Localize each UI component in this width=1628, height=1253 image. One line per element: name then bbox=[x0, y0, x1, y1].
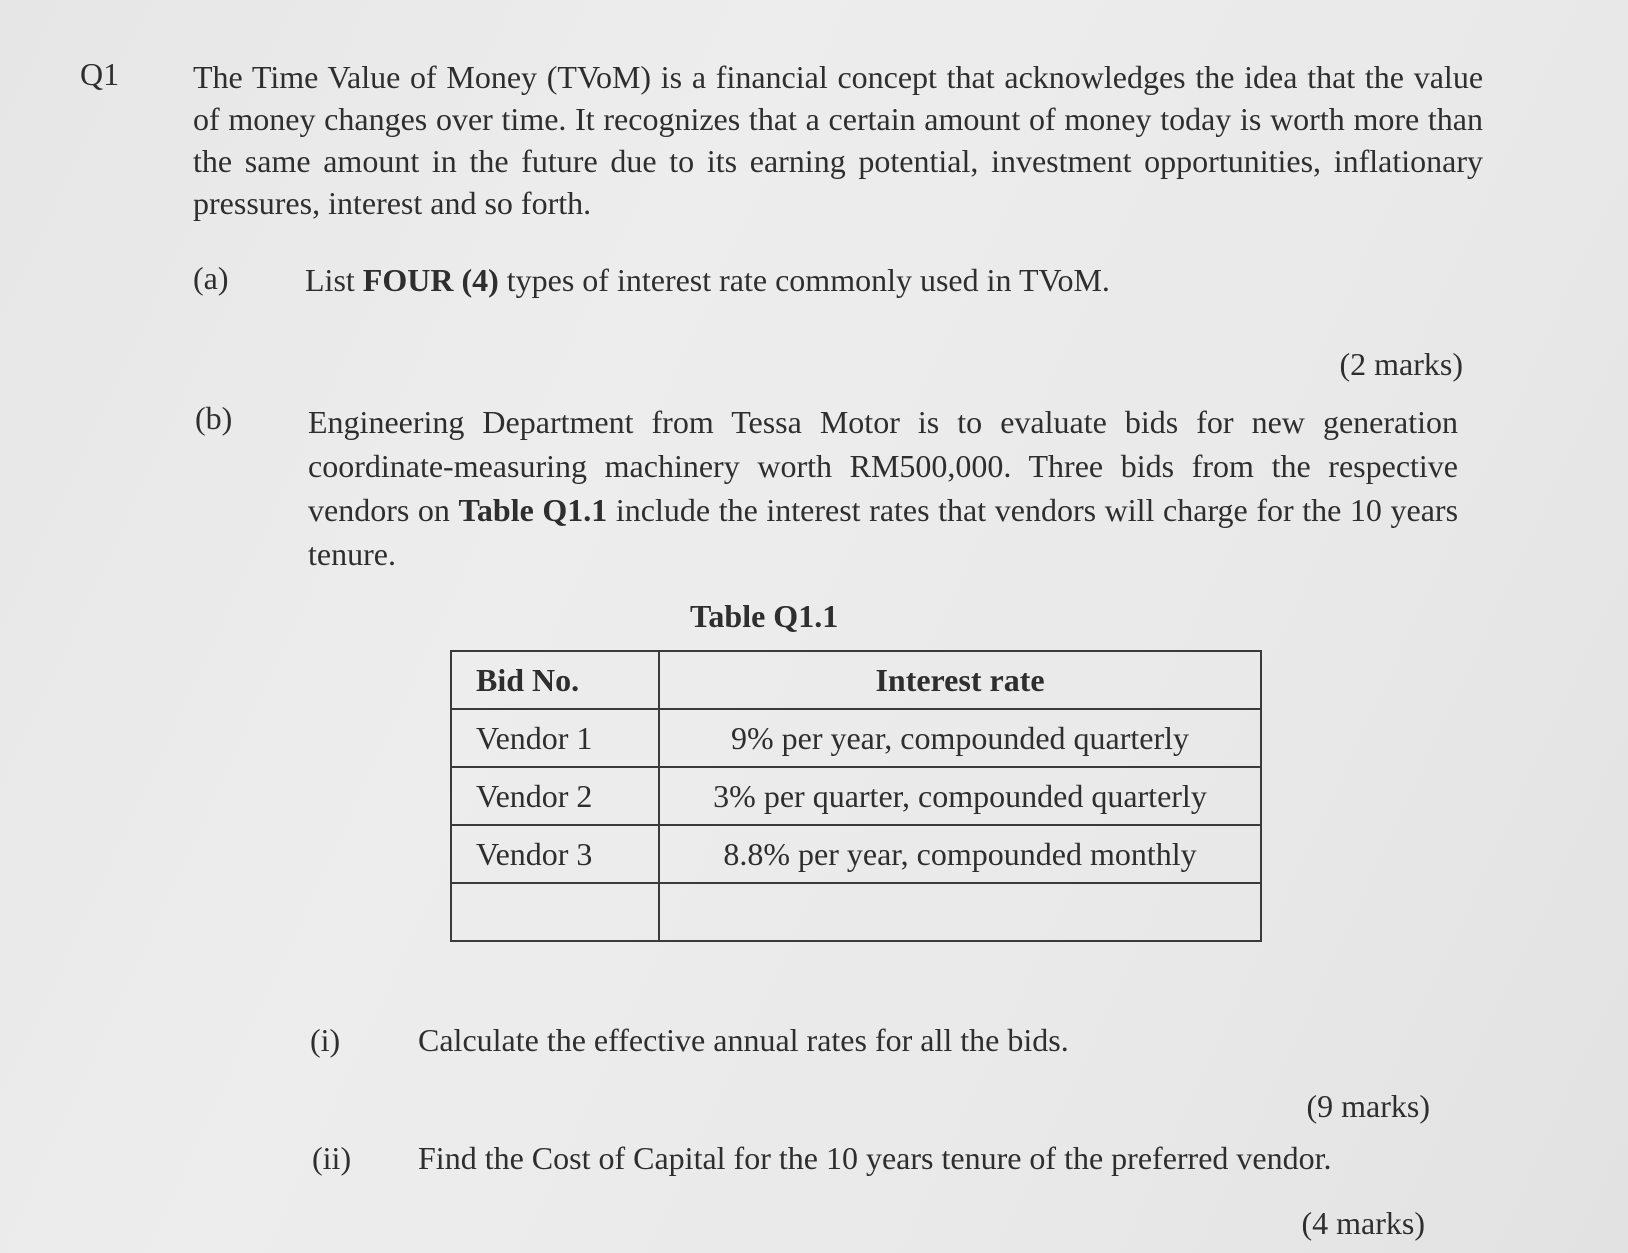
sub-ii-text: Find the Cost of Capital for the 10 years tenure of the preferred vendor. bbox=[418, 1140, 1332, 1176]
sub-i-marks: (9 marks) bbox=[1306, 1088, 1430, 1124]
cell-bid: Vendor 1 bbox=[451, 709, 659, 767]
sub-ii-marks: (4 marks) bbox=[1301, 1205, 1425, 1241]
header-bid-no: Bid No. bbox=[451, 651, 659, 709]
cell-bid bbox=[451, 883, 659, 941]
intro-line-4: investment opportunities, inflationary pressures, interest and so forth. bbox=[193, 143, 1484, 221]
part-a-marks: (2 marks) bbox=[1339, 346, 1463, 382]
part-a-text-after: types of interest rate commonly used in TVoM. bbox=[498, 262, 1110, 298]
intro-line-2: that the value of money changes over time. It recognizes that a certain amount of money bbox=[193, 59, 1484, 137]
header-interest-rate: Interest rate bbox=[659, 651, 1261, 709]
table-row bbox=[451, 825, 1261, 883]
part-b-text bbox=[308, 400, 1458, 576]
sub-i-text: Calculate the effective annual rates for all the bids. bbox=[418, 1022, 1069, 1058]
cell-rate: 9% per year, compounded quarterly bbox=[659, 709, 1261, 767]
bids-table bbox=[450, 650, 1262, 942]
cell-bid: Vendor 3 bbox=[451, 825, 659, 883]
table-header-row bbox=[451, 651, 1261, 709]
part-b-label: (b) bbox=[195, 400, 233, 436]
table-row-empty bbox=[451, 883, 1261, 941]
table-row bbox=[451, 767, 1261, 825]
sub-ii-label: (ii) bbox=[312, 1140, 352, 1176]
intro-line-1: The Time Value of Money (TVoM) is a financial concept that acknowledges the idea bbox=[193, 59, 1298, 95]
sub-i-label: (i) bbox=[310, 1022, 341, 1058]
question-number: Q1 bbox=[80, 56, 120, 92]
table-caption: Table Q1.1 bbox=[690, 598, 839, 634]
intro-line-3: today is worth more than the same amount in the future due to its earning potential, bbox=[193, 101, 1484, 179]
cell-bid: Vendor 2 bbox=[451, 767, 659, 825]
part-a-text bbox=[305, 258, 1425, 302]
cell-rate: 3% per quarter, compounded quarterly bbox=[659, 767, 1261, 825]
part-b-text-bold: Table Q1.1 bbox=[458, 492, 608, 528]
part-b-text-after: include the interest rates that vendors will charge for the 10 years tenure. bbox=[308, 492, 1459, 572]
part-a-text-bold: FOUR (4) bbox=[362, 262, 499, 298]
question-intro bbox=[193, 56, 1483, 224]
part-a-text-before: List bbox=[305, 262, 363, 298]
part-b-text-before: Engineering Department from Tessa Motor is to evaluate bids for new generation coordinate-measuring machinery worth RM500,000. Three bids from the respective vendors on bbox=[308, 404, 1458, 528]
table-row bbox=[451, 709, 1261, 767]
part-a-label: (a) bbox=[193, 260, 229, 296]
cell-rate: 8.8% per year, compounded monthly bbox=[659, 825, 1261, 883]
cell-rate bbox=[659, 883, 1261, 941]
